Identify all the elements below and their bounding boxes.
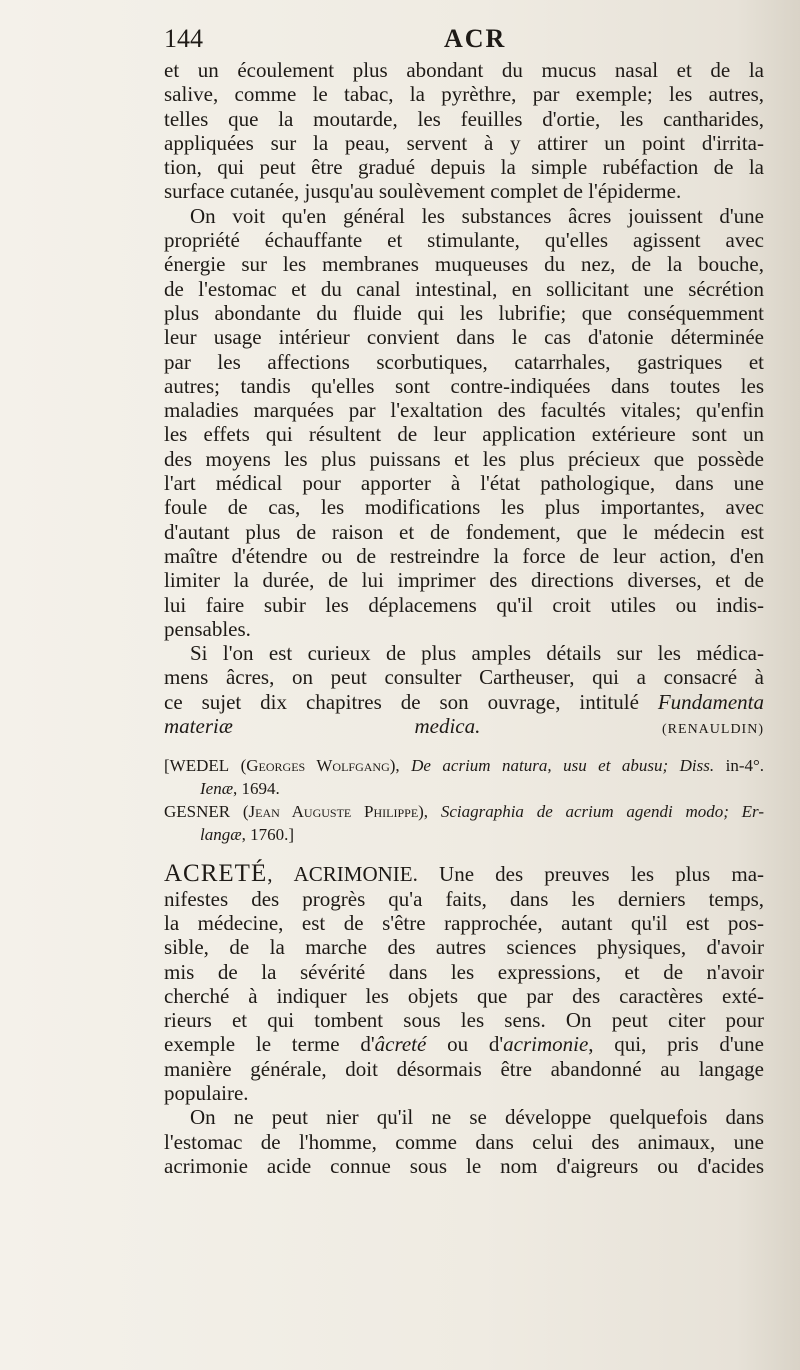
ref-place: langæ (200, 825, 242, 845)
book-title: Fundamenta (657, 689, 765, 714)
entry-synonym: ACRIMONIE. (293, 862, 418, 887)
text-line: salive, comme le tabac, la pyrèthre, par exemple; les autres, (164, 82, 764, 107)
page-header (164, 24, 764, 60)
text-run: ou d' (426, 1032, 504, 1057)
spacer (164, 738, 764, 754)
text-line: l'estomac de l'homme, comme dans celui des animaux, une (164, 1129, 764, 1154)
dictionary-entry (164, 862, 764, 1178)
text-line: limiter la durée, de lui imprimer des directions diverses, et de (164, 568, 764, 593)
text-line: nifestes des progrès qu'a faits, dans les derniers temps, (164, 886, 764, 911)
text-line (164, 690, 764, 714)
text-line: plus abondante du fluide qui les lubrifie; que conséquemment (164, 300, 764, 325)
running-head: ACR (444, 24, 507, 53)
ref-names: (Jean Auguste Philippe), (242, 802, 429, 822)
text-line: et un écoulement plus abondant du mucus nasal et de la (164, 58, 764, 82)
reference-entry (164, 754, 764, 777)
ref-title: De acrium natura, usu et abusu; Diss. (411, 756, 715, 776)
ref-format: in-4°. (725, 756, 765, 776)
ref-year: , 1694. (233, 779, 280, 799)
entry-headword: ACRETÉ (164, 860, 268, 888)
text-line: propriété échauffante et stimulante, qu'elles agissent avec (164, 228, 764, 253)
ref-author: GESNER (164, 802, 231, 822)
text-line: maladies marquées par l'exaltation des facultés vitales; qu'enfin (164, 398, 764, 423)
text-line: les effets qui résultent de leur application extérieure sont un (164, 422, 764, 447)
bibliography (164, 754, 764, 846)
text-line: autres; tandis qu'elles sont contre-indiquées dans toutes les (164, 373, 764, 398)
reference-continuation (164, 777, 764, 800)
text-line: des moyens les plus puissans et les plus précieux que possède (164, 446, 764, 471)
term: âcreté (374, 1032, 427, 1057)
text-line: Si l'on est curieux de plus amples détails sur les médica- (190, 641, 764, 666)
text-line: manière générale, doit désormais être abandonné au langage (164, 1056, 764, 1081)
reference-entry (164, 800, 764, 823)
text-line: On ne peut nier qu'il ne se développe quelquefois dans (190, 1105, 764, 1130)
ref-year: , 1760.] (241, 825, 294, 845)
text-line: lui faire subir les déplacemens qu'il croit utiles ou indis- (164, 592, 764, 617)
paragraph (164, 58, 764, 204)
ref-names: (Georges Wolfgang), (240, 756, 400, 776)
text-line: mis de la sévérité dans les expressions, et de n'avoir (164, 959, 764, 984)
reference-continuation (164, 823, 764, 846)
paragraph (164, 204, 764, 641)
text-run: ce sujet dix chapitres de son ouvrage, intitulé (164, 689, 639, 714)
text-line: de l'estomac et du canal intestinal, en sollicitant une sécrétion (164, 276, 764, 301)
entry-first-line: ACRETÉ, ACRIMONIE. Une des preuves les plus ma- (164, 860, 765, 888)
text-line: d'autant plus de raison et de fondement, que le médecin est (164, 519, 764, 544)
text-line: On voit qu'en général les substances âcres jouissent d'une (190, 203, 764, 228)
text-run: Une des preuves les plus ma- (439, 862, 765, 887)
term: acrimonie (503, 1032, 589, 1057)
text-line: appliquées sur la peau, servent à y attirer un point d'irrita- (164, 130, 764, 155)
author-signature: (RENAULDIN) (662, 722, 764, 738)
text-line: mens âcres, on peut consulter Cartheuser, qui a consacré à (164, 665, 764, 690)
text-line: la médecine, est de s'être rapprochée, autant qu'il est pos- (164, 910, 764, 935)
text-line: tion, qui peut être gradué depuis la simple rubéfaction de la (164, 155, 764, 180)
page-number: 144 (164, 24, 203, 53)
text-line: telles que la moutarde, les feuilles d'ortie, les cantharides, (164, 106, 764, 131)
text-line: par les affections scorbutiques, catarrhales, gastriques et (164, 349, 764, 374)
text-run: , qui, pris d'une (588, 1032, 764, 1057)
text-line: cherché à indiquer les objets que par des caractères exté- (164, 983, 764, 1008)
text-block (164, 58, 764, 1178)
text-line: populaire. (164, 1080, 249, 1105)
text-line: énergie sur les membranes muqueuses du nez, de la bouche, (164, 252, 764, 277)
text-line (164, 1032, 764, 1056)
text-line: sible, de la marche des autres sciences physiques, d'avoir (164, 935, 764, 960)
ref-author: [WEDEL (164, 756, 230, 776)
text-line: foule de cas, les modifications les plus importantes, avec (164, 495, 764, 520)
text-line: leur usage intérieur convient dans le cas d'atonie déterminée (164, 325, 764, 350)
ref-title: Sciagraphia de acrium agendi modo; Er- (440, 802, 764, 822)
text-line: l'art médical pour apporter à l'état pathologique, dans une (164, 471, 764, 496)
text-line (164, 714, 764, 738)
text-line: acrimonie acide connue sous le nom d'aigreurs ou d'acides (164, 1153, 764, 1178)
text-line: pensables. (164, 616, 251, 641)
text-run: exemple le terme d' (164, 1032, 375, 1057)
book-title: materiæ medica. (164, 714, 481, 739)
text-line: maître d'étendre ou de restreindre la force de leur action, d'en (164, 543, 764, 568)
text-line: surface cutanée, jusqu'au soulèvement complet de l'épiderme. (164, 179, 682, 204)
paragraph (164, 641, 764, 738)
ref-place: Ienæ (200, 779, 234, 799)
text-line: rieurs et qui tombent sous les sens. On peut citer pour (164, 1008, 764, 1033)
